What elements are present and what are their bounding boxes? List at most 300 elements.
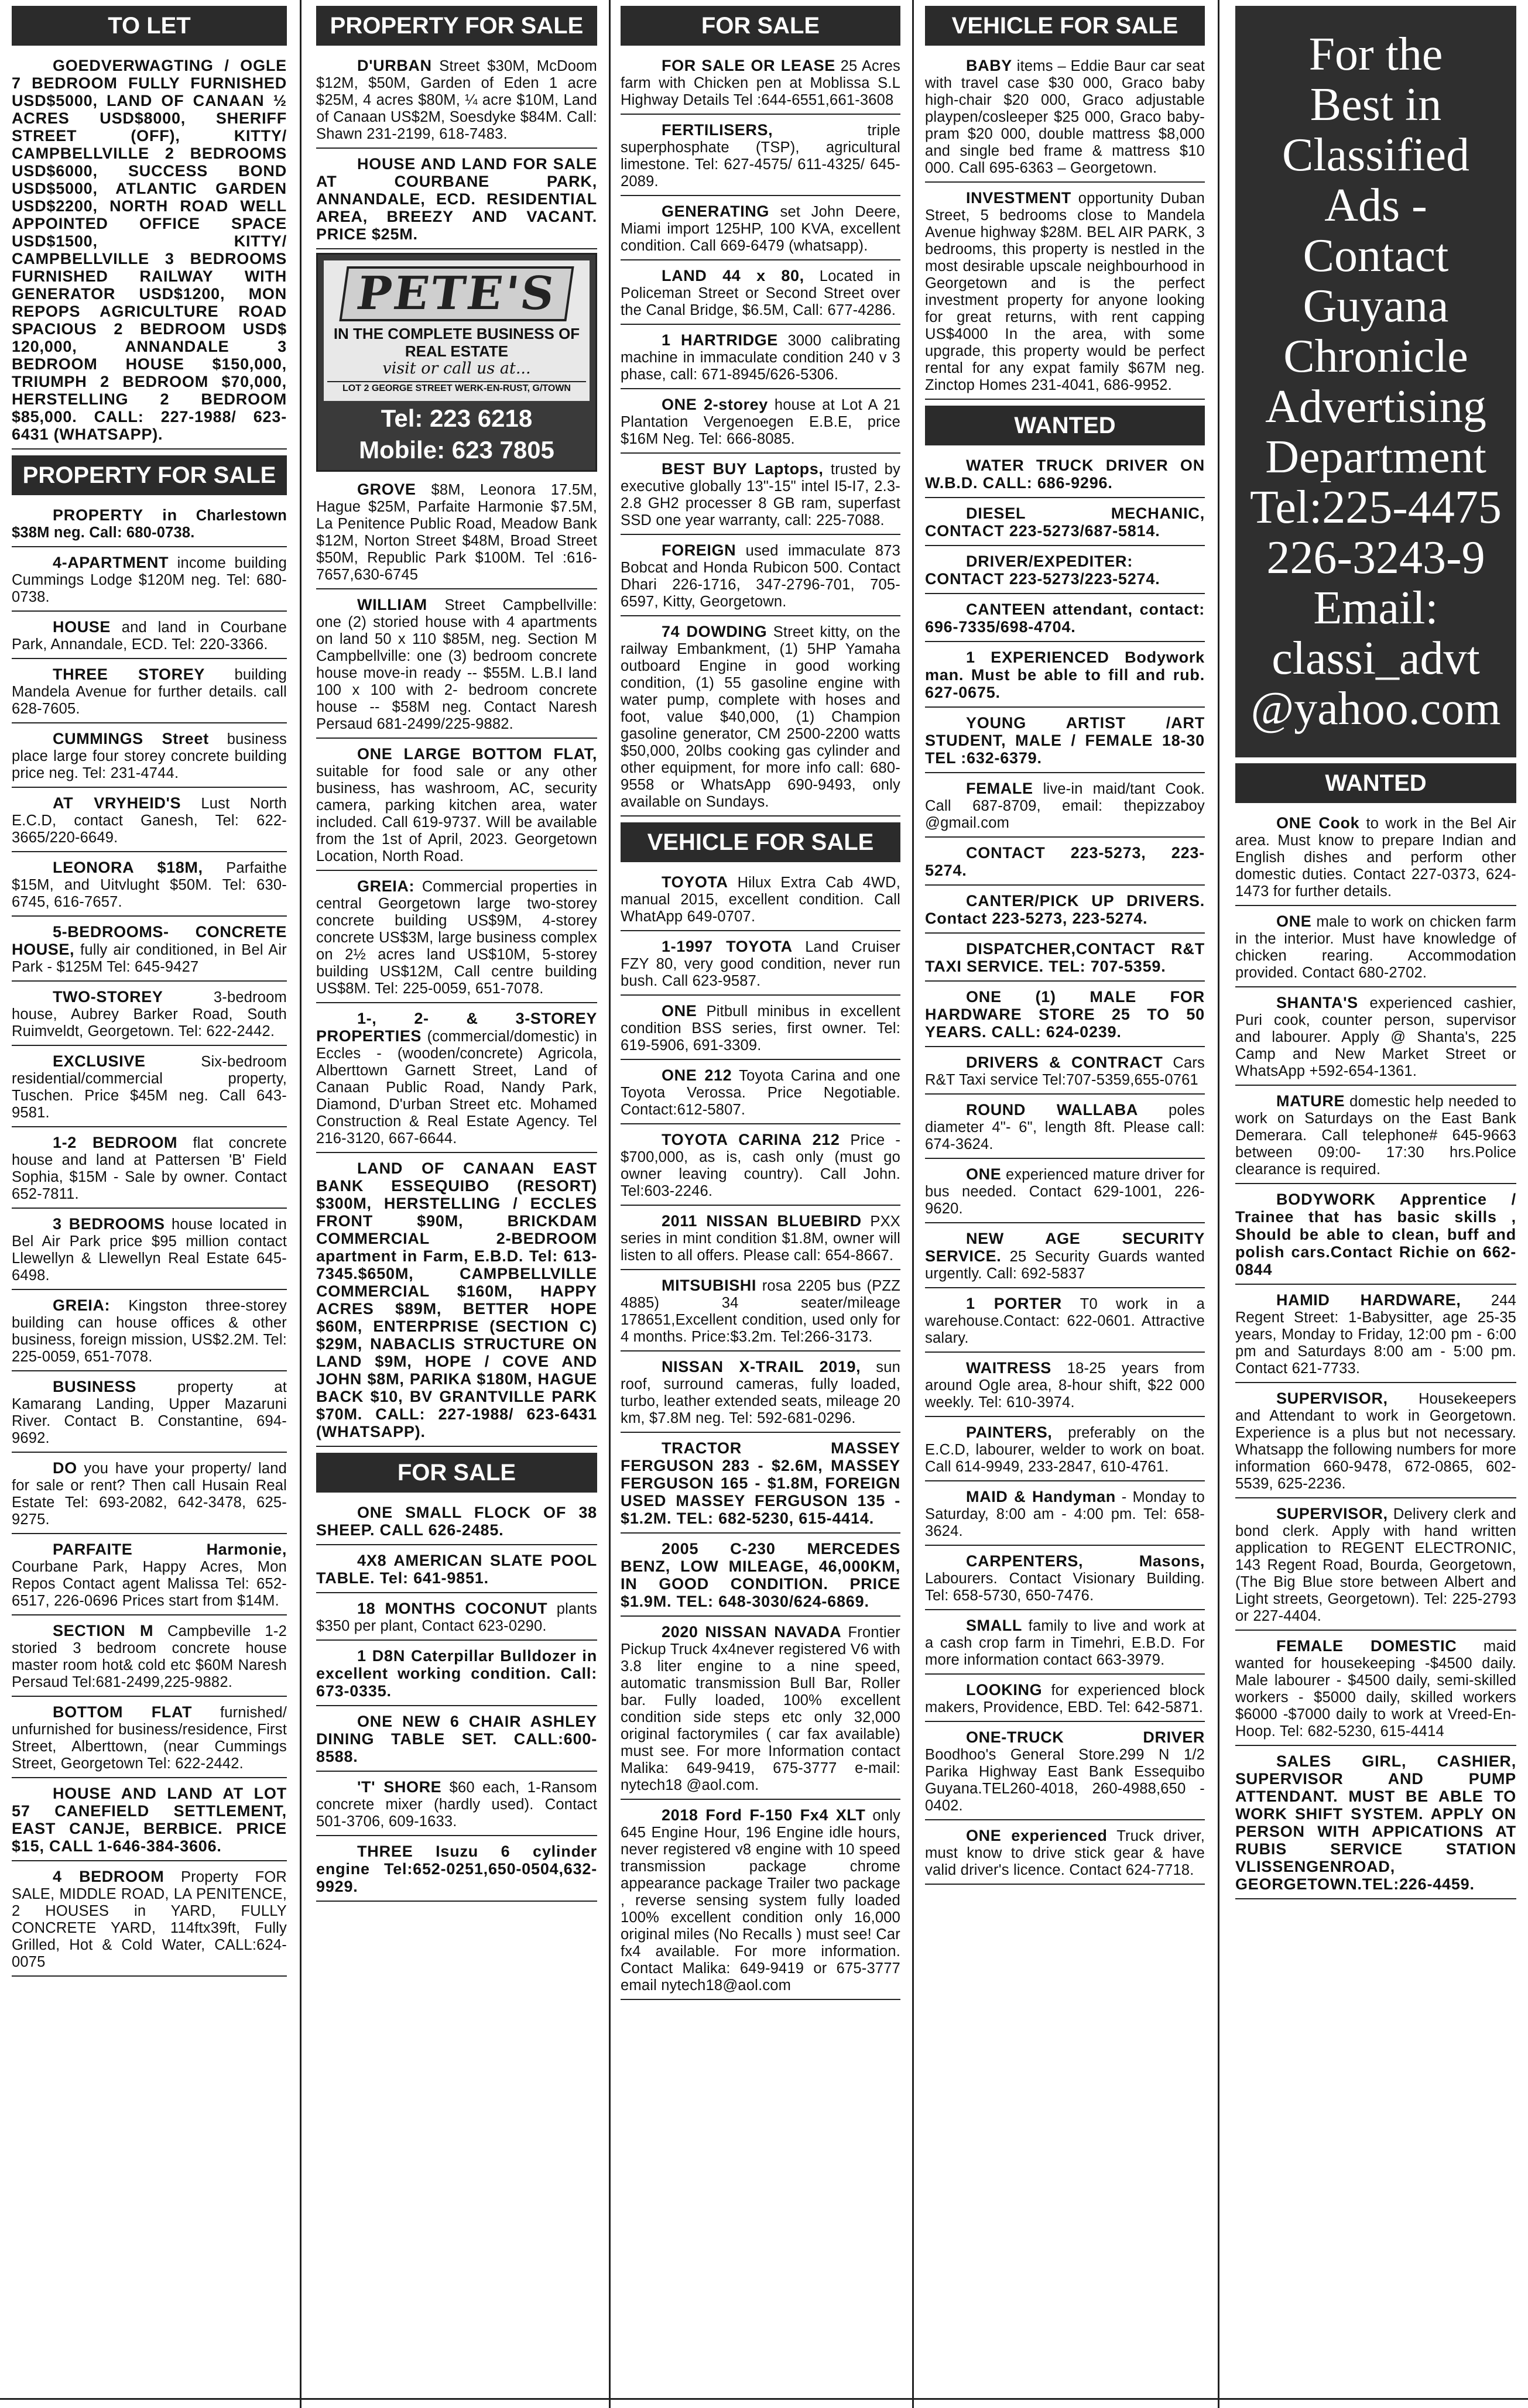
classified-ad	[12, 1700, 287, 1778]
ad-lead: THREE STOREY	[53, 666, 205, 683]
ad-lead: HAMID HARDWARE,	[1276, 1291, 1461, 1309]
classified-ad	[621, 1355, 900, 1433]
column-divider	[1218, 0, 1219, 2408]
ad-lead: PAINTERS,	[966, 1423, 1053, 1441]
ads-property-for-sale-2	[316, 54, 597, 249]
ad-lead: SUPERVISOR,	[1276, 1505, 1388, 1522]
ad-text: Street $30M, McDoom $12M, $50M, Garden of Eden 1 acre $25M, 4 acres $80M, ¼ acre $10M, Land of Canaan US$2M, Soesdyke $84M. Call: Shawn 231-2199, 618-7483.	[316, 58, 597, 142]
ad-lead: YOUNG ARTIST /ART STUDENT, MALE / FEMALE 18-30 TEL :632-6379.	[925, 714, 1205, 767]
ad-text: T0 work in a warehouse.Contact: 622-0601. Attractive salary.	[925, 1296, 1205, 1346]
ad-text: 3-bedroom house, Aubrey Barker Road, South Ruimveldt, Georgetown. Tel: 622-2442.	[12, 989, 287, 1040]
promo-line: @yahoo.com	[1251, 683, 1501, 735]
promo-line: Department	[1265, 431, 1486, 483]
classified-ad	[1235, 1750, 1516, 1899]
ad-lead: THREE Isuzu 6 cylinder engine Tel:652-0251,650-0504,632-9929.	[316, 1843, 597, 1895]
ad-text: poles diameter 4"- 6", length 8ft. Please call: 674-3624.	[925, 1102, 1205, 1152]
classified-ad	[925, 937, 1205, 982]
ad-text: live-in maid/tant Cook. Call 687-8709, email: thepizzaboy @gmail.com	[925, 781, 1205, 831]
ad-text: opportunity Duban Street, 5 bedrooms close to Mandela Avenue highway $28M. BEL AIR PARK, 3 bedrooms, this property is nestled in the most desirable upscale neighbourhood in Georgetown and is the perfect investment property for anyone looking for great returns, with rent capping US$4000 In the area, with some upgrade, this property would be perfect rental for any expat family $67M neg. Zinctop Homes 231-4041, 686-9952.	[925, 190, 1205, 393]
ad-text: maid wanted for housekeeping -$4500 daily. Male labourer - $4500 daily, semi-skilled workers - $5000 daily, skilled workers $6000 -$7000 daily to work at Vreed-En-Hoop. Tel: 682-5230, 615-4414	[1235, 1638, 1516, 1740]
classified-ad	[12, 663, 287, 723]
classified-ad	[1235, 811, 1516, 906]
ad-lead: SMALL	[966, 1617, 1022, 1634]
ad-lead: BABY	[966, 57, 1012, 74]
ad-lead: ONE	[1276, 913, 1312, 930]
classified-ad	[621, 538, 900, 616]
classified-ad	[925, 1098, 1205, 1159]
classified-ad	[316, 874, 597, 1003]
ad-lead: 4 BEDROOM	[53, 1868, 165, 1885]
ad-lead: GROVE	[357, 481, 416, 498]
ad-text: Parfaithe $15M, and Uitvlught $50M. Tel: 630-6745, 616-7657.	[12, 860, 287, 910]
section-header-vehicle-for-sale: VEHICLE FOR SALE	[621, 822, 900, 862]
ad-text: Street Campbellville: one (2) storied house with 4 apartments on land 50 x 110 $85M, neg. Section M Campbellville: one (3) bedroom concrete house move-in ready -- $55M. L.B.I land 100 x 100 with 2- bedroom concrete house -- $58M neg. Contact Naresh Persaud 681-2499/225-9882.	[316, 597, 597, 732]
ad-lead: TOYOTA CARINA 212	[662, 1131, 840, 1148]
ad-lead: 2011 NISSAN BLUEBIRD	[662, 1212, 862, 1230]
ad-lead: SUPERVISOR,	[1276, 1390, 1388, 1407]
ad-text: fully air conditioned, in Bel Air Park - $125M Tel: 645-9427	[12, 942, 287, 975]
ad-lead: SHANTA'S	[1276, 994, 1358, 1011]
ad-text: sun roof, surround cameras, fully loaded, turbo, leather extended seats, mileage 20 km, $7.8M neg. Tel: 592-681-0296.	[621, 1359, 900, 1426]
ads-wanted-2	[1235, 811, 1516, 1899]
section-header-wanted-2: WANTED	[1235, 763, 1516, 803]
ad-lead: DIESEL MECHANIC, CONTACT 223-5273/687-5814.	[925, 505, 1205, 540]
ad-text: Housekeepers and Attendant to work in Georgetown. Experience is a plus but not necessary. Whatsapp the following numbers for more information 660-9478, 672-0865, 602-5539, 625-2236.	[1235, 1391, 1516, 1492]
ad-text: PXX series in mint condition $1.8M, owner will listen to all offers. Please call: 654-8667.	[621, 1213, 900, 1264]
ad-lead: NEW AGE SECURITY SERVICE.	[925, 1230, 1205, 1265]
classified-ad	[925, 1356, 1205, 1417]
column-property-for-sale	[316, 0, 597, 2408]
classified-ad	[925, 186, 1205, 400]
ad-text: Property FOR SALE, MIDDLE ROAD, LA PENITENCE, 2 HOUSES in YARD, FULLY CONCRETE YARD, 114ftx39ft, Fully Grilled, Hot & Cold Water, CALL:624-0075	[12, 1869, 287, 1970]
classified-ad	[621, 1064, 900, 1124]
ad-text: Six-bedroom residential/commercial property, Tuschen. Price $45M neg. Call 643-9581.	[12, 1054, 287, 1121]
ad-text: for experienced block makers, Providence, EBD. Tel: 642-5871.	[925, 1682, 1205, 1716]
classified-ad	[925, 550, 1205, 594]
classified-ad	[12, 1212, 287, 1290]
classified-ad	[621, 264, 900, 325]
column-divider	[912, 0, 914, 2408]
promo-line: Ads -	[1324, 180, 1427, 231]
ads-for-sale-2	[621, 54, 900, 817]
classified-ad	[12, 615, 287, 659]
ads-wanted	[925, 454, 1205, 1885]
classified-ad	[925, 1824, 1205, 1885]
section-header-property-for-sale-2: PROPERTY FOR SALE	[316, 6, 597, 46]
ads-property-for-sale	[12, 503, 287, 1977]
column-for-sale	[621, 0, 900, 2408]
ad-text: only 645 Engine Hour, 196 Engine idle hours, never registered v8 engine with 10 speed transmission package chrome appearance package Trailer two package , reverse sensing system fully loaded 100% excellent condition only 16,000 original miles (No Recalls ) must see! Car fx4 available. For more information. Contact Malika: 649-9419 or 675-3777 email nytech18@aol.com	[621, 1807, 900, 1994]
classified-ad	[621, 1803, 900, 2000]
ad-lead: LEONORA $18M,	[53, 859, 203, 876]
classified-ad	[925, 1726, 1205, 1820]
ad-text: Toyota Carina and one Toyota Verossa. Price Negotiable. Contact:612-5807.	[621, 1068, 900, 1118]
ad-lead: 1-2 BEDROOM	[53, 1134, 178, 1151]
classified-ad	[316, 1007, 597, 1153]
section-header-for-sale: FOR SALE	[316, 1453, 597, 1493]
ad-text: Street kitty, on the railway Embankment, (1) 5HP Yamaha outboard Engine in good working condition, (1) 55 gasoline engine with water pump, complete with hoses and foot, value $40,000, (1) Champion gasoline generator, CM 2500-2200 watts $50,000, 20lbs cooking gas cylinder and other equipment, for more info call: 680-9558 or WhatsApp 690-9493, only available on Sundays.	[621, 624, 900, 810]
ad-lead: BEST BUY Laptops,	[662, 460, 824, 478]
ad-text: trusted by executive globally 13"-15" intel I5-I7, 2.3-2.8 GH2 processer 8 GB ram, superfast SSD one year warranty, call: 225-7088.	[621, 461, 900, 529]
classified-ad	[925, 1162, 1205, 1223]
section-header-wanted: WANTED	[925, 406, 1205, 445]
ad-lead: GREIA:	[357, 877, 415, 895]
ad-text: (commercial/domestic) in Eccles - (wooden/concrete) Agricola, Alberttown Garnett Street, Land of Canaan Public Road, Nandy Park, Diamond, D'urban Street etc. Mohamed Construction & Real Estate Agency. Tel 216-3120, 667-6644.	[316, 1028, 597, 1147]
promo-line: Tel:225-4475	[1250, 482, 1502, 533]
ad-text: Commercial properties in central Georgetown large two-storey concrete building US$9M, 4-storey concrete US$3M, large business complex on 2½ acres land US$10M, 5-storey building US$12M, Call centre building US$8M. Tel: 225-0059, 651-7078.	[316, 879, 597, 997]
ad-lead: EXCLUSIVE	[53, 1052, 146, 1070]
ad-text: used immaculate 873 Bobcat and Honda Rubicon 500. Contact Dhari 226-1716, 347-2796-701, 705-6597, Kitty, Georgetown.	[621, 543, 900, 610]
ad-lead: CANTEEN attendant, contact: 696-7335/698-4704.	[925, 601, 1205, 636]
ad-lead: 74 DOWDING	[662, 623, 768, 640]
ad-lead: 1 D8N Caterpillar Bulldozer in excellent working condition. Call: 673-0335.	[316, 1647, 597, 1700]
ad-text: flat concrete house and land at Pattersen 'B' Field Sophia, $15M - Sale by owner. Contact 652-7811.	[12, 1135, 287, 1202]
ad-text: building Mandela Avenue for further details. call 628-7605.	[12, 667, 287, 717]
ad-lead: ROUND WALLABA	[966, 1101, 1139, 1119]
classified-ad	[621, 1274, 900, 1352]
ad-lead: 1 EXPERIENCED Bodywork man. Must be able to fill and rub. 627-0675.	[925, 649, 1205, 701]
ad-lead: GOEDVERWAGTING / OGLE 7 BEDROOM FULLY FURNISHED USD$5000, LAND OF CANAAN ½ ACRES USD$8000, SHERIFF STREET (OFF), KITTY/ CAMPBELLVILLE 2 BEDROOMS USD$6000, SUCCESS BOND USD$5000, ATLANTIC GARDEN USD$2200, NORTH ROAD WELL APPOINTED OFFICE SPACE USD$1500, KITTY/ CAMPBELLVILLE 3 BEDROOMS FURNISHED RAILWAY WITH GENERATOR USD$1200, MON REPOPS AGRICULTURE ROAD SPACIOUS 2 BEDROOM USD$ 120,000, ANNANDALE 3 BEDROOM HOUSE $150,000, TRIUMPH 2 BEDROOM $70,000, HERSTELLING 2 BEDROOM $85,000. CALL: 227-1988/ 623-6431 (WHATSAPP).	[12, 57, 287, 443]
section-header-to-let: TO LET	[12, 6, 287, 46]
classified-ad	[1235, 1634, 1516, 1746]
classified-ad	[621, 620, 900, 817]
ad-lead: HOUSE AND LAND FOR SALE AT COURBANE PARK, ANNANDALE, ECD. RESIDENTIAL AREA, BREEZY AND VACANT. PRICE $25M.	[316, 155, 597, 243]
classified-ad	[12, 1538, 287, 1615]
ad-lead: MATURE	[1276, 1092, 1345, 1110]
bottom-rule	[0, 2398, 1528, 2400]
ad-lead: WILLIAM	[357, 596, 427, 613]
classified-ad	[316, 742, 597, 871]
ad-lead: 'T' SHORE	[357, 1778, 442, 1796]
ad-lead: DO	[53, 1459, 77, 1477]
classified-ad	[925, 646, 1205, 708]
section-header-property-for-sale: PROPERTY FOR SALE	[12, 455, 287, 495]
ad-lead: 18 MONTHS COCONUT	[357, 1600, 548, 1617]
petes-logo: PETE'S	[339, 266, 574, 321]
ad-text: Hilux Extra Cab 4WD, manual 2015, excellent condition. Call WhatApp 649-0707.	[621, 874, 900, 925]
ad-text: Cars R&T Taxi service Tel:707-5359,655-0761	[925, 1055, 1205, 1088]
ad-lead: FOREIGN	[662, 541, 736, 559]
classified-ad	[12, 985, 287, 1046]
ad-lead: BUSINESS	[53, 1378, 136, 1395]
ad-text: plants $350 per plant, Contact 623-0290.	[316, 1601, 597, 1634]
ad-text: family to live and work at a cash crop farm in Timehri, E.B.D. For more information contact 663-3979.	[925, 1618, 1205, 1668]
ad-lead: CARPENTERS, Masons,	[966, 1552, 1205, 1570]
classified-ad	[925, 54, 1205, 183]
ad-text: Courbane Park, Happy Acres, Mon Repos Contact agent Malissa Tel: 652-6517, 226-0696 Prices start from $14M.	[12, 1559, 287, 1609]
ad-text: furnished/ unfurnished for business/residence, First Street, Alberttown, (near Cummings Street, Georgetown Tel: 622-2442.	[12, 1704, 287, 1772]
ad-lead: HOUSE	[53, 618, 111, 636]
ad-lead: ONE-TRUCK DRIVER	[966, 1728, 1205, 1746]
ad-lead: BOTTOM FLAT	[53, 1703, 193, 1721]
ad-lead: 1 HARTRIDGE	[662, 331, 778, 349]
ad-lead: BODYWORK Apprentice / Trainee that has basic skills , Should be able to clean, buff and polish cars.Contact Richie on 662-0844	[1235, 1191, 1516, 1278]
ad-lead: SECTION M	[53, 1622, 154, 1639]
ad-lead: AT VRYHEID'S	[53, 794, 181, 812]
ad-lead: ONE (1) MALE FOR HARDWARE STORE 25 TO 50 YEARS. CALL: 624-0239.	[925, 988, 1205, 1041]
classified-ad	[12, 727, 287, 788]
ad-lead: LOOKING	[966, 1681, 1043, 1699]
petes-logo-panel	[324, 260, 590, 401]
ad-lead: ONE LARGE BOTTOM FLAT,	[357, 745, 597, 763]
classified-ad	[12, 1782, 287, 1861]
promo-line: Chronicle	[1283, 331, 1468, 382]
ad-text: suitable for food sale or any other business, has washroom, AC, security camera, parking kitchen area, water included. Call 619-9737. Will be available from the 1st of April, 2023. Georgetown Location, North Road.	[316, 763, 597, 865]
classified-ad	[12, 1456, 287, 1534]
ad-lead: 1 PORTER	[966, 1295, 1062, 1312]
ad-lead: ONE 2-storey	[662, 396, 768, 413]
classified-ad	[316, 152, 597, 249]
classified-ad	[12, 791, 287, 852]
petes-tagline: IN THE COMPLETE BUSINESS OF REAL ESTATE	[333, 325, 580, 360]
ad-lead: 2018 Ford F-150 Fx4 XLT	[662, 1806, 866, 1824]
classified-ad	[621, 935, 900, 996]
ad-lead: CUMMINGS Street	[53, 730, 209, 747]
ad-text: 3000 calibrating machine in immaculate condition 240 v 3 phase, call: 671-8945/626-5306.	[621, 332, 900, 383]
column-promo-wanted	[1235, 0, 1516, 2408]
classified-ad	[12, 1049, 287, 1127]
ad-lead: GREIA:	[53, 1296, 111, 1314]
ads-for-sale	[316, 1501, 597, 1902]
classified-ad	[621, 200, 900, 260]
classified-ad	[12, 54, 287, 450]
ad-text: Pitbull minibus in excellent condition BSS series, first owner. Tel: 619-5906, 691-3309.	[621, 1003, 900, 1054]
advertising-promo-box	[1235, 6, 1516, 757]
ad-text: set John Deere, Miami import 125HP, 100 KVA, excellent condition. Call 669-6479 (whatsapp).	[621, 204, 900, 254]
classified-ad	[316, 478, 597, 589]
section-header-for-sale-2: FOR SALE	[621, 6, 900, 46]
ad-text: triple superphosphate (TSP), agricultural limestone. Tel: 627-4575/ 611-4325/ 645-2089.	[621, 122, 900, 190]
ad-text: you have your property/ land for sale or rent? Then call Husain Real Estate Tel: 693-2082, 642-3478, 625-9275.	[12, 1460, 287, 1528]
classified-ad	[621, 1436, 900, 1534]
ad-lead: HOUSE AND LAND AT LOT 57 CANEFIELD SETTLEMENT, EAST CANJE, BERBICE. PRICE $15, CALL 1-646-384-3606.	[12, 1785, 287, 1855]
ad-text: business place large four storey concrete building price neg. Tel: 231-4744.	[12, 731, 287, 781]
ad-text: experienced mature driver for bus needed. Contact 629-1001, 226-9620.	[925, 1167, 1205, 1217]
promo-line: Best in	[1310, 79, 1442, 131]
classified-ad	[1235, 1188, 1516, 1285]
ad-lead: WATER TRUCK DRIVER ON W.B.D. CALL: 686-9296.	[925, 457, 1205, 492]
classified-ad	[12, 1375, 287, 1453]
classified-ad	[12, 1619, 287, 1697]
classified-ad	[12, 1865, 287, 1977]
ad-text: property at Kamarang Landing, Upper Mazaruni River. Contact B. Constantine, 694-9692.	[12, 1379, 287, 1446]
ad-text: - Monday to Saturday, 8:00 am - 4:00 pm. Tel: 658-3624.	[925, 1489, 1205, 1539]
classified-ad	[1235, 1387, 1516, 1498]
ad-lead: TRACTOR MASSEY FERGUSON 283 - $2.6M, MASSEY FERGUSON 165 - $1.8M, FOREIGN USED MASSEY FERGUSON 135 - $1.2M. TEL: 682-5230, 615-4414.	[621, 1439, 900, 1527]
ad-text: to work in the Bel Air area. Must know to prepare Indian and English dishes and perform other domestic duties. Contact 227-0373, 624-1473 for further details.	[1235, 815, 1516, 900]
ad-lead: CONTACT 223-5273, 223-5274.	[925, 844, 1205, 879]
section-header-vehicle-for-sale-2: VEHICLE FOR SALE	[925, 6, 1205, 46]
ad-lead: 2005 C-230 MERCEDES BENZ, LOW MILEAGE, 46,000KM, IN GOOD CONDITION. PRICE $1.9M. TEL: 648-3030/624-6869.	[621, 1540, 900, 1610]
ad-text: Price - $700,000, as is, cash only (must go owner leaving country). Call John. Tel:603-2246.	[621, 1132, 900, 1199]
ad-text: and land in Courbane Park, Annandale, ECD. Tel: 220-3366.	[12, 619, 287, 653]
classified-ad	[316, 1710, 597, 1772]
ad-text: house located in Bel Air Park price $95 million contact Llewellyn & Llewellyn Real Estate 645-6498.	[12, 1216, 287, 1284]
ad-lead: FOR SALE OR LEASE	[662, 57, 835, 74]
ad-lead: PROPERTY in	[53, 506, 177, 524]
classified-ad	[925, 1549, 1205, 1610]
classified-ad	[621, 1209, 900, 1270]
classified-ad	[621, 393, 900, 454]
petes-mobile: Mobile: 623 7805	[359, 436, 554, 464]
classified-ad	[925, 777, 1205, 838]
classified-ad	[925, 1678, 1205, 1722]
ad-lead: ONE Cook	[1276, 814, 1360, 832]
classified-ad	[316, 1597, 597, 1641]
ad-lead: LAND 44 x 80,	[662, 267, 804, 284]
classified-ad	[925, 502, 1205, 546]
classified-ad	[925, 1485, 1205, 1546]
classified-ad	[316, 1501, 597, 1545]
ad-lead: WAITRESS	[966, 1359, 1051, 1377]
ad-lead: ONE	[662, 1002, 697, 1020]
ads-vehicle-for-sale	[621, 870, 900, 2000]
ad-text: Delivery clerk and bond clerk. Apply with hand written application to REGENT ELECTRONIC, 143 Regent Road, Bourda, Georgetown, (The Big Blue store between Albert and Light streets, Georgetown). Tel: 225-2793 or 227-4404.	[1235, 1506, 1516, 1624]
classified-ad	[316, 54, 597, 149]
classified-ad	[1235, 910, 1516, 987]
ad-text: domestic help needed to work on Saturdays on the East Bank Demerara. Call telephone# 645-9663 between 09:00- 17:30 hrs.Police clearance is required.	[1235, 1093, 1516, 1178]
ad-lead: ONE SMALL FLOCK OF 38 SHEEP. CALL 626-2485.	[316, 1504, 597, 1539]
classified-ad	[316, 593, 597, 739]
promo-line: Guyana	[1303, 280, 1449, 332]
promo-line: Contact	[1303, 230, 1449, 282]
classified-ad	[925, 1421, 1205, 1481]
promo-line: Advertising	[1265, 381, 1486, 433]
classified-ad	[621, 999, 900, 1060]
ad-lead: TWO-STOREY	[53, 988, 163, 1006]
ad-lead: FEMALE	[966, 780, 1033, 797]
ad-text: rosa 2205 bus (PZZ 4885) 34 seater/mileage 178651,Excellent condition, used only for 4 months. Price:$3.2m. Tel:266-3173.	[621, 1278, 900, 1345]
ad-lead: 1-, 2- & 3-STOREY PROPERTIES	[316, 1010, 597, 1045]
classified-ad	[925, 598, 1205, 642]
ad-lead: 4-APARTMENT	[53, 554, 169, 571]
ad-lead: DRIVER/EXPEDITER: CONTACT 223-5273/223-5274.	[925, 553, 1160, 588]
ad-text: items – Eddie Baur car seat with travel case $30 000, Graco baby high-chair $20 000, Graco adjustable playpen/cosleeper $25 000, Graco baby-pram $20 000, double mattress $8,000 and single bed frame & mattress $10 000. Call 695-6363 – Georgetown.	[925, 58, 1205, 176]
ad-lead: 2020 NISSAN NAVADA	[662, 1623, 842, 1641]
ad-text: male to work on chicken farm in the interior. Must have knowledge of chicken rearing. Accommodation provided. Contact 680-2702.	[1235, 914, 1516, 981]
classified-ad	[316, 1840, 597, 1902]
classified-ad	[925, 1227, 1205, 1288]
classified-ad	[621, 870, 900, 931]
ad-text: Land Cruiser FZY 80, very good condition, never run bush. Call 623-9587.	[621, 939, 900, 989]
classified-ad	[316, 1775, 597, 1836]
classified-ad	[925, 1614, 1205, 1675]
classified-ad	[316, 1157, 597, 1447]
ad-text: income building Cummings Lodge $120M neg. Tel: 680-0738.	[12, 555, 287, 605]
ad-text: Truck driver, must know to drive stick gear & have valid driver's licence. Contact 624-7718.	[925, 1828, 1205, 1878]
ad-lead: DRIVERS & CONTRACT	[966, 1054, 1163, 1071]
ad-lead: INVESTMENT	[966, 189, 1072, 207]
petes-visit-line: visit or call us at...	[382, 359, 531, 378]
ad-lead: FERTILISERS,	[662, 121, 773, 139]
classified-ad	[925, 1292, 1205, 1353]
classified-ad	[621, 118, 900, 196]
classified-ad	[316, 1644, 597, 1706]
classified-ad	[1235, 1502, 1516, 1631]
column-divider	[300, 0, 302, 2408]
petes-address: LOT 2 GEORGE STREET WERK-EN-RUST, G/TOWN	[327, 381, 586, 395]
classified-ad	[1235, 1288, 1516, 1383]
promo-line: 226-3243-9	[1266, 532, 1485, 584]
ad-text: preferably on the E.C.D, labourer, welder to work on boat. Call 614-9949, 233-2847, 610-4761.	[925, 1425, 1205, 1475]
ad-text: $8M, Leonora 17.5M, Hague $25M, Parfaite Harmonie $7.5M, La Penitence Public Road, Meadow Bank $12M, Norton Street $48M, Broad Street $50M, Republic Park $100M. Tel :616-7657,630-6745	[316, 482, 597, 583]
ad-text: Boodhoo's General Store.299 N 1/2 Parika Highway East Bank Essequibo Guyana.TEL260-4018, 260-4988,650 - 0402.	[925, 1747, 1205, 1814]
ad-lead: GENERATING	[662, 203, 770, 220]
ad-lead: ONE experienced	[966, 1827, 1108, 1844]
ad-text: $60 each, 1-Ransom concrete mixer (hardly used). Contact 501-3706, 609-1633.	[316, 1779, 597, 1830]
classified-ad	[1235, 1089, 1516, 1184]
classified-ad	[925, 889, 1205, 934]
classified-ad	[621, 328, 900, 389]
classified-ad	[925, 985, 1205, 1047]
ads-property-for-sale-3	[316, 478, 597, 1447]
classified-ad	[12, 856, 287, 917]
promo-line: classi_advt	[1272, 633, 1480, 684]
ad-text: Frontier Pickup Truck 4x4never registered V6 with 3.8 liter engine to a nine speed, automatic transmission Bull Bar, Roller bar. Fully loaded, 100% excellent condition side steps etc only 32,000 original factorymiles ( car fax available) must see. For more Information contact Malika: 649-9419, 675-3777 e-mail: nytech18 @aol.com.	[621, 1624, 900, 1793]
classified-ad	[12, 1294, 287, 1371]
classified-ad	[621, 1128, 900, 1206]
petes-tel: Tel: 223 6218	[381, 404, 533, 432]
classified-ad	[621, 1537, 900, 1617]
classified-ad	[12, 920, 287, 982]
ad-lead: 3 BEDROOMS	[53, 1215, 165, 1233]
ad-text: Labourers. Contact Visionary Building. Tel: 658-5730, 650-7476.	[925, 1570, 1205, 1604]
ads-to-let	[12, 54, 287, 450]
ad-text: 244 Regent Street: 1-Babysitter, age 25-35 years, Monday to Friday, 12:00 pm - 6:00 pm and Saturdays 8:00 am - 5:00 pm. Contact 621-7733.	[1235, 1292, 1516, 1377]
ad-lead: 4X8 AMERICAN SLATE POOL TABLE. Tel: 641-9851.	[316, 1552, 597, 1587]
ad-text: Lust North E.C.D, contact Ganesh, Tel: 622-3665/220-6649.	[12, 795, 287, 846]
classified-ad	[925, 711, 1205, 773]
classified-ad	[621, 54, 900, 115]
column-vehicle-wanted	[925, 0, 1205, 2408]
ad-lead: SALES GIRL, CASHIER, SUPERVISOR AND PUMP ATTENDANT. MUST BE ABLE TO WORK SHIFT SYSTEM. APPLY ON PERSON WITH APPICATIONS AT RUBIS SERVICE STATION VLISSENGENROAD, GEORGETOWN.TEL:226-4459.	[1235, 1752, 1516, 1893]
ad-lead: 1-1997 TOYOTA	[662, 938, 793, 955]
classified-ad	[12, 551, 287, 612]
ad-text: Campbeville 1-2 storied 3 bedroom concrete house master room hot& cold etc $60M Naresh Persaud Tel:681-2499,225-9882.	[12, 1623, 287, 1690]
ad-text: Located in Policeman Street or Second Street over the Canal Bridge, $6.5M, Call: 677-4286.	[621, 268, 900, 318]
classified-ad	[12, 1131, 287, 1209]
ad-lead: MAID & Handyman	[966, 1488, 1116, 1505]
classified-ad	[12, 503, 287, 547]
ad-text: 18-25 years from around Ogle area, 8-hour shift, $22 000 weekly. Tel: 610-3974.	[925, 1360, 1205, 1411]
classified-ad	[925, 1051, 1205, 1095]
ads-vehicle-for-sale-2	[925, 54, 1205, 400]
ad-text: 25 Security Guards wanted urgently. Call: 692-5837	[925, 1248, 1205, 1282]
classified-ad	[925, 841, 1205, 886]
promo-line: For the	[1308, 29, 1443, 80]
ad-text: experienced cashier, Puri cook, counter person, supervisor and labourer. Apply @ Shanta's, 225 Camp and New Market Street or WhatsApp +592-654-1361.	[1235, 995, 1516, 1079]
ad-text: Charlestown $38M neg. Call: 680-0738.	[12, 507, 287, 541]
classified-ad	[316, 1549, 597, 1593]
ad-lead: ONE NEW 6 CHAIR ASHLEY DINING TABLE SET. CALL:600-8588.	[316, 1713, 597, 1765]
ad-lead: 5-BEDROOMS- CONCRETE HOUSE,	[12, 923, 287, 958]
ad-text: house at Lot A 21 Plantation Vergenoegen E.B.E, price $16M Neg. Tel: 666-8085.	[621, 397, 900, 447]
ad-lead: ONE 212	[662, 1066, 732, 1084]
classified-ad	[621, 1620, 900, 1800]
ad-lead: CANTER/PICK UP DRIVERS. Contact 223-5273, 223-5274.	[925, 892, 1205, 927]
ad-lead: PARFAITE Harmonie,	[53, 1541, 287, 1558]
ad-text: 25 Acres farm with Chicken pen at Moblissa S.L Highway Details Tel :644-6551,661-3608	[621, 58, 900, 108]
ad-text: Kingston three-storey building can house offices & other business, foreign mission, US$2.2M. Tel: 225-0059, 651-7078.	[12, 1298, 287, 1365]
classified-ad	[621, 457, 900, 535]
promo-line: Classified	[1282, 129, 1469, 181]
ad-lead: NISSAN X-TRAIL 2019,	[662, 1358, 861, 1375]
ad-lead: TOYOTA	[662, 873, 728, 891]
ad-lead: LAND OF CANAAN EAST BANK ESSEQUIBO (RESORT) $300M, HERSTELLING / ECCLES FRONT $90M, BRICKDAM COMMERCIAL 2-BEDROOM apartment in Farm, E.B.D. Tel: 613-7345.$650M, CAMPBELLVILLE COMMERCIAL $160M, HAPPY ACRES $89M, BETTER HOPE $60M, ENTERPRISE (SECTION C) $29M, NABACLIS STRUCTURE ON LAND $9M, HOPE / COVE AND JOHN $8M, PARIKA $180M, HAGUE BACK $10, BV GRANTVILLE PARK $70M. CALL: 227-1988/ 623-6431 (WHATSAPP).	[316, 1160, 597, 1440]
ad-lead: DISPATCHER,CONTACT R&T TAXI SERVICE. TEL: 707-5359.	[925, 940, 1205, 975]
ad-lead: MITSUBISHI	[662, 1277, 757, 1294]
classified-ad	[1235, 991, 1516, 1086]
